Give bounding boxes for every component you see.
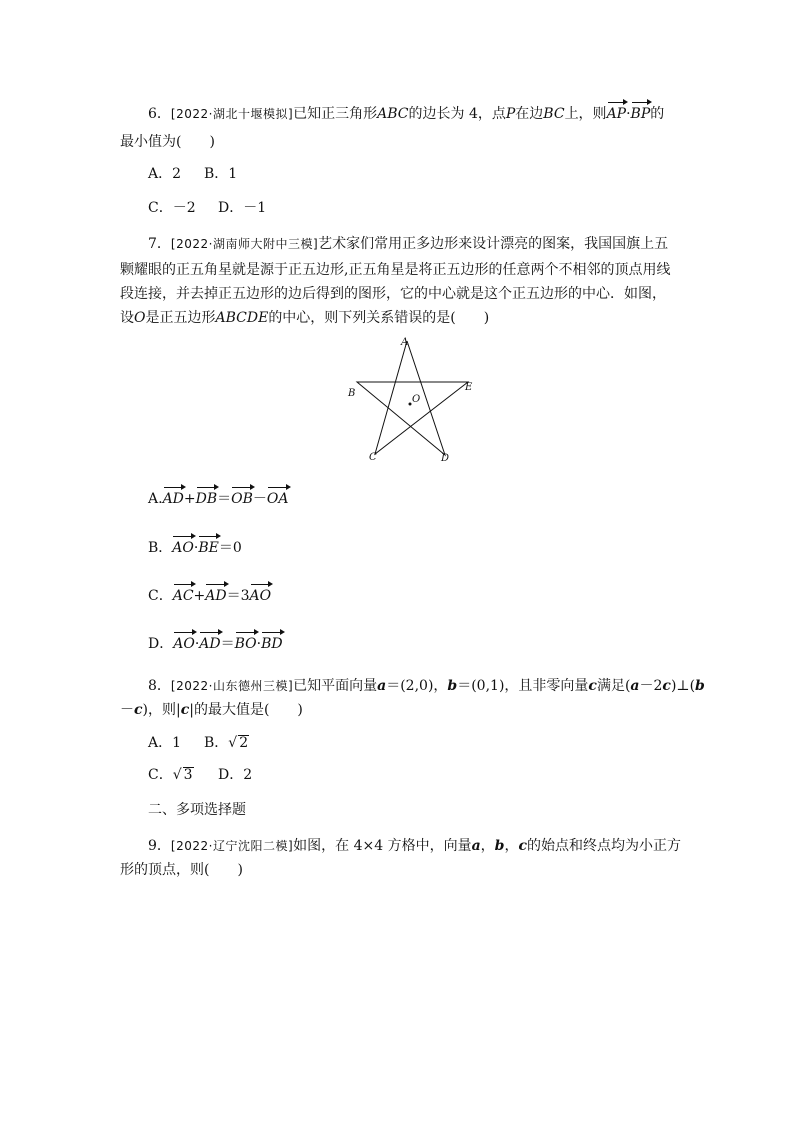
q7-option-d [148, 634, 283, 654]
math-var: O [134, 310, 146, 326]
vector: AD [162, 491, 184, 507]
equals: ＝3 [226, 588, 250, 604]
operator: · [256, 636, 262, 652]
text: 的中心，则下列关系错误的是( ) [268, 310, 490, 326]
vector: OA [266, 491, 289, 507]
q6-option-a: A．2 [148, 166, 182, 182]
q7-option-a [148, 489, 289, 509]
q6-line2: 最小值为( ) [120, 134, 215, 150]
q8-option-b: B．√ 2 [204, 735, 249, 751]
text: 设 [120, 310, 134, 326]
text: 在边 [515, 106, 544, 122]
q7-line2: 颗耀眼的正五角星就是源于正五边形,正五角星是将正五边形的任意两个不相邻的顶点用线 [120, 262, 671, 278]
question-number: 6． [148, 106, 171, 122]
question-number: 8． [148, 678, 171, 694]
option-label: A. [148, 491, 163, 507]
question-source: [2022·山东德州三模] [170, 679, 294, 693]
vector: BE [198, 540, 219, 556]
label-c: C [369, 452, 377, 463]
vector-c: c [588, 678, 597, 694]
text: ＝(0,1)，且非零向量 [457, 678, 589, 694]
q8-option-a: A．1 [148, 735, 182, 751]
math-var: ABCDE [215, 310, 269, 326]
text: 上，则 [564, 106, 607, 122]
operator: · [194, 636, 200, 652]
q7-option-b [148, 538, 242, 558]
vector-c: c [134, 702, 143, 718]
text: ＝(2,0)， [386, 678, 448, 694]
question-source: [2022·辽宁沈阳二模] [170, 839, 294, 853]
q9-line2: 形的顶点，则( ) [120, 862, 243, 878]
q6-option-d: D．－1 [218, 200, 267, 216]
vector-c: c [180, 702, 190, 718]
vector-b: b [447, 678, 458, 694]
q8-line1 [148, 676, 705, 696]
text: 如图，在 4×4 方格中，向量 [293, 838, 472, 854]
dot-operator: · [626, 106, 631, 122]
operator: + [183, 491, 196, 507]
vector-c: c [662, 678, 671, 694]
vector: AC [172, 588, 194, 604]
q7-line1 [148, 234, 668, 254]
operator: － [252, 491, 267, 507]
equals: ＝ [220, 636, 235, 652]
q7-line3: 段连接，并去掉正五边形的边后得到的图形，它的中心就是这个正五边形的中心．如图， [120, 286, 666, 302]
label-o: O [412, 394, 421, 405]
text: |的最大值是( ) [189, 702, 303, 718]
label-d: D [441, 453, 450, 464]
text: 的始点和终点均为小正方 [527, 838, 681, 854]
q6-option-c: C．－2 [148, 200, 196, 216]
vector: AD [199, 636, 221, 652]
text: 满足( [596, 678, 631, 694]
math-var: P [505, 106, 516, 122]
vector-ap: AP [606, 106, 627, 122]
text: －2 [639, 678, 663, 694]
text: ， [504, 838, 519, 854]
vector: AD [205, 588, 227, 604]
vector-a: a [630, 678, 640, 694]
text: 的 [650, 106, 665, 122]
q8-line2 [120, 700, 303, 720]
option-label: C． [148, 767, 173, 783]
q6-line1 [148, 104, 664, 124]
vector-b: b [695, 678, 705, 694]
q7-line4 [120, 308, 489, 328]
vector-b: b [494, 838, 505, 854]
text: 已知平面向量 [293, 678, 378, 694]
option-label: B． [148, 540, 173, 556]
vector: AO [173, 636, 195, 652]
radicand: 2 [239, 735, 249, 751]
text: 的边长为 4，点 [408, 106, 506, 122]
text: )，则| [142, 702, 181, 718]
q9-line1 [148, 836, 681, 856]
q8-option-d: D．2 [218, 767, 253, 783]
operator: · [193, 540, 199, 556]
option-label: C． [148, 588, 173, 604]
equals: ＝0 [218, 540, 242, 556]
text: － [120, 702, 134, 718]
vector-a: a [377, 678, 387, 694]
question-number: 7． [148, 236, 171, 252]
pentagram-figure [340, 330, 480, 465]
question-source: [2022·湖北十堰模拟] [170, 107, 294, 121]
option-label: B． [204, 735, 229, 751]
question-source: [2022·湖南师大附中三模] [170, 237, 319, 251]
math-var: BC [543, 106, 565, 122]
label-a: A [401, 337, 409, 348]
section-heading: 二、多项选择题 [148, 802, 246, 818]
q7-option-c [148, 586, 271, 606]
vector: AO [172, 540, 194, 556]
q6-option-b: B．1 [204, 166, 238, 182]
equals: ＝ [217, 491, 232, 507]
text: 艺术家们常用正多边形来设计漂亮的图案，我国国旗上五 [318, 236, 669, 252]
vector-c: c [518, 838, 527, 854]
label-b: B [348, 388, 356, 399]
text: )⊥( [670, 678, 696, 694]
vector: AO [249, 588, 272, 604]
operator: + [193, 588, 206, 604]
radicand: 3 [183, 767, 193, 783]
text: 是正五边形 [145, 310, 216, 326]
text: 已知正三角形 [293, 106, 378, 122]
option-label: D． [148, 636, 174, 652]
vector-a: a [471, 838, 481, 854]
math-var: ABC [377, 106, 409, 122]
label-e: E [465, 382, 473, 393]
text: ， [480, 838, 495, 854]
q8-option-c: C．√ 3 [148, 767, 193, 783]
vector: BO [234, 636, 257, 652]
vector-bp: BP [630, 106, 651, 122]
vector: BD [261, 636, 283, 652]
question-number: 9． [148, 838, 171, 854]
vector: OB [231, 491, 253, 507]
vector: DB [195, 491, 218, 507]
